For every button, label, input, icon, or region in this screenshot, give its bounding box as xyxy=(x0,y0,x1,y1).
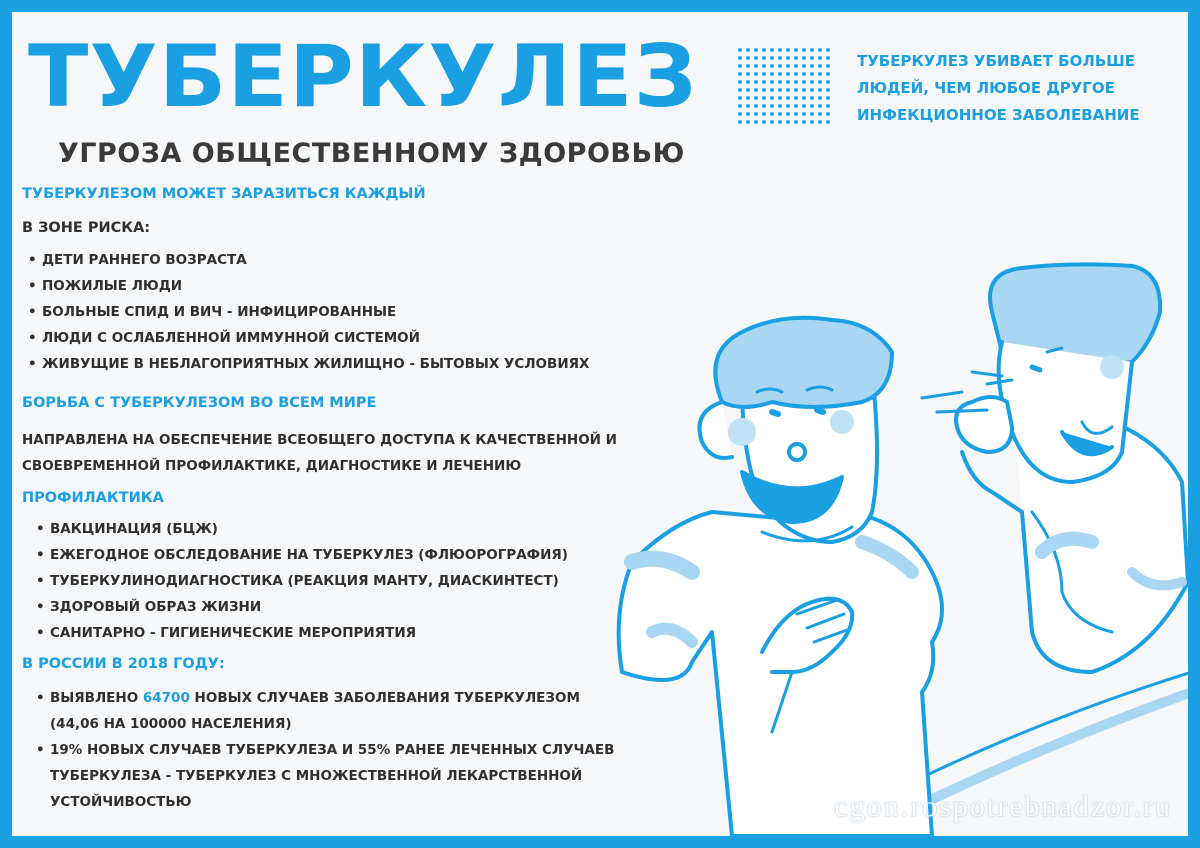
cases-suffix: НОВЫХ СЛУЧАЕВ ЗАБОЛЕВАНИЯ ТУБЕРКУЛЕЗОМ xyxy=(189,690,580,706)
tagline-line: ЛЮДЕЙ, ЧЕМ ЛЮБОЕ ДРУГОЕ xyxy=(857,79,1115,97)
risk-item: • ЛЮДИ С ОСЛАБЛЕННОЙ ИММУННОЙ СИСТЕМОЙ xyxy=(42,330,420,346)
prevention-item: • САНИТАРНО - ГИГИЕНИЧЕСКИЕ МЕРОПРИЯТИЯ xyxy=(50,625,416,641)
resistance-line: ТУБЕРКУЛЕЗА - ТУБЕРКУЛЕЗ С МНОЖЕСТВЕННОЙ ЛЕКАРСТВЕННОЙ xyxy=(50,768,583,784)
poster-subtitle: УГРОЗА ОБЩЕСТВЕННОМУ ЗДОРОВЬЮ xyxy=(58,138,685,169)
russia-item-resistance: • 19% НОВЫХ СЛУЧАЕВ ТУБЕРКУЛЕЗА И 55% РАНЕЕ ЛЕЧЕННЫХ СЛУЧАЕВ xyxy=(50,742,614,758)
risk-heading: ТУБЕРКУЛЕЗОМ МОЖЕТ ЗАРАЗИТЬСЯ КАЖДЫЙ xyxy=(22,186,426,202)
fight-text-line: НАПРАВЛЕНА НА ОБЕСПЕЧЕНИЕ ВСЕОБЩЕГО ДОСТУПА К КАЧЕСТВЕННОЙ И xyxy=(22,432,617,448)
risk-item: • БОЛЬНЫЕ СПИД И ВИЧ - ИНФИЦИРОВАННЫЕ xyxy=(42,304,396,320)
prevention-heading: ПРОФИЛАКТИКА xyxy=(22,490,164,506)
tagline-line: ИНФЕКЦИОННОЕ ЗАБОЛЕВАНИЕ xyxy=(857,106,1140,124)
russia-item-cases xyxy=(50,690,580,706)
risk-item: • ПОЖИЛЫЕ ЛЮДИ xyxy=(42,278,182,294)
cases-rate: (44,06 НА 100000 НАСЕЛЕНИЯ) xyxy=(50,716,292,732)
poster xyxy=(12,12,1188,836)
tagline xyxy=(857,48,1177,129)
russia-heading: В РОССИИ В 2018 ГОДУ: xyxy=(22,656,225,672)
cases-count: 64700 xyxy=(142,690,190,706)
tagline-line: ТУБЕРКУЛЕЗ УБИВАЕТ БОЛЬШЕ xyxy=(857,52,1136,70)
dot-pattern-decoration xyxy=(736,46,832,128)
risk-item: • ЖИВУЩИЕ В НЕБЛАГОПРИЯТНЫХ ЖИЛИЩНО - БЫТОВЫХ УСЛОВИЯХ xyxy=(42,356,589,372)
prevention-item: • ЕЖЕГОДНОЕ ОБСЛЕДОВАНИЕ НА ТУБЕРКУЛЕЗ (ФЛЮОРОГРАФИЯ) xyxy=(50,547,568,563)
coughing-men-illustration xyxy=(592,252,1188,836)
poster-title: ТУБЕРКУЛЕЗ xyxy=(28,27,698,127)
surprised-man-icon xyxy=(619,318,942,836)
watermark-text: cgon.rospotrebnadzor.ru xyxy=(834,790,1172,823)
coughing-man-icon xyxy=(956,264,1188,672)
cases-prefix: ВЫЯВЛЕНО xyxy=(50,690,143,706)
fight-heading: БОРЬБА С ТУБЕРКУЛЕЗОМ ВО ВСЕМ МИРЕ xyxy=(22,395,377,411)
floor-line-icon xyxy=(892,672,1188,792)
prevention-item: • ВАКЦИНАЦИЯ (БЦЖ) xyxy=(50,521,218,537)
fight-text-line: СВОЕВРЕМЕННОЙ ПРОФИЛАКТИКЕ, ДИАГНОСТИКЕ И ЛЕЧЕНИЮ xyxy=(22,458,522,474)
risk-subheading: В ЗОНЕ РИСКА: xyxy=(22,220,151,236)
resistance-line: УСТОЙЧИВОСТЬЮ xyxy=(50,794,192,810)
prevention-item: • ЗДОРОВЫЙ ОБРАЗ ЖИЗНИ xyxy=(50,599,261,615)
risk-item: • ДЕТИ РАННЕГО ВОЗРАСТА xyxy=(42,252,247,268)
prevention-item: • ТУБЕРКУЛИНОДИАГНОСТИКА (РЕАКЦИЯ МАНТУ, ДИАСКИНТЕСТ) xyxy=(50,573,559,589)
